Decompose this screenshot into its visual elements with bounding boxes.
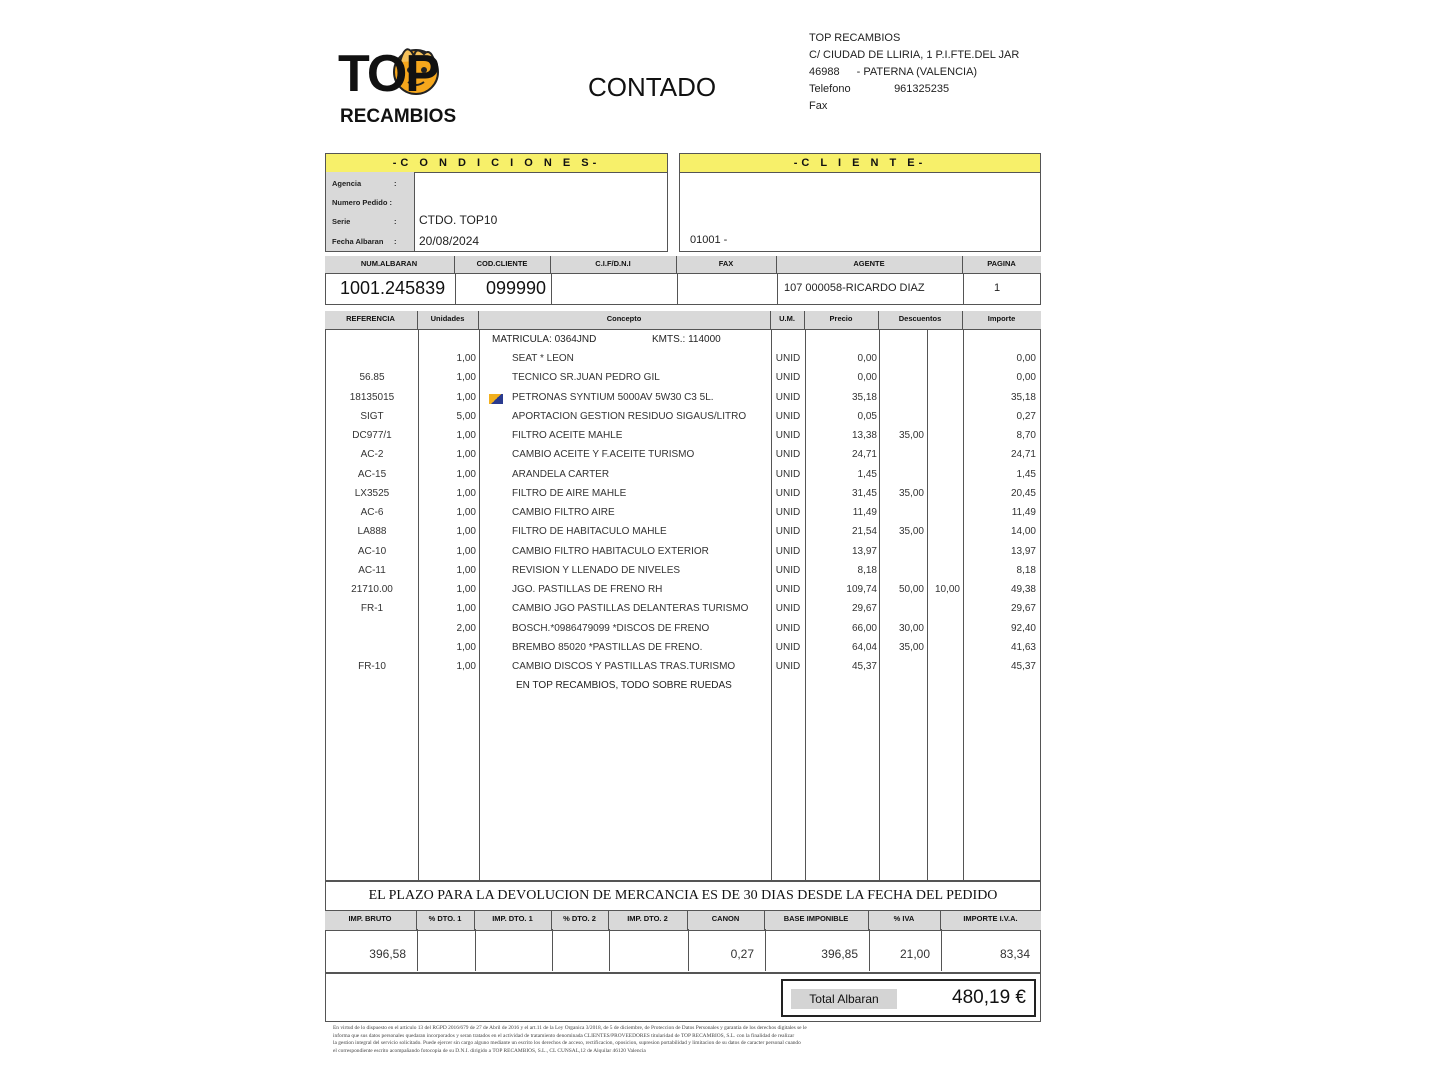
cell-concepto: CAMBIO FILTRO AIRE [512,507,615,518]
conditions-box [325,153,668,252]
cell-referencia: 56.85 [359,372,385,384]
cell-unidades: 1,00 [456,603,476,615]
cell-precio: 31,45 [851,487,877,499]
cell-referencia: AC-10 [357,545,387,557]
cell-unidades: 5,00 [456,410,476,422]
cell-unidades: 2,00 [456,622,476,634]
company-city: - PATERNA (VALENCIA) [856,66,978,78]
cell-um: UNID [775,545,801,557]
legal-line: el correspondiente escrito acompañando fotocopia de su D.N.I. dirigido a TOP RECAMBIOS, S.L., CL CUNSAL,12 de Alquilar 46120 Valencia [333,1047,646,1054]
cell-um: UNID [775,410,801,422]
lines-header-row [325,311,1041,330]
cell-precio: 45,37 [851,661,877,672]
col-header-um: U.M. [771,311,805,329]
cell-importe: 0,27 [1016,410,1036,422]
cell-precio: 13,38 [851,430,877,441]
serie-colon: : [394,217,397,226]
cell-concepto: FILTRO ACEITE MAHLE [512,430,623,441]
fecha-label: Fecha Albaran [332,237,384,246]
cell-importe: 45,37 [1010,661,1036,672]
cell-referencia: AC-11 [358,564,386,576]
fecha-colon: : [394,237,397,246]
cell-descuento2: 10,00 [934,584,960,595]
fecha-value: 20/08/2024 [419,234,480,248]
cell-importe: 20,45 [1010,487,1036,499]
info-header-agente: AGENTE [777,256,963,273]
cell-unidades: 1,00 [456,526,476,538]
info-divider [777,273,778,304]
cell-descuento1: 30,00 [898,622,924,634]
cell-referencia: LX3525 [354,487,390,499]
cell-importe: 13,97 [1010,545,1036,557]
cell-unidades: 1,00 [456,507,476,518]
totals-header-bruto: IMP. BRUTO [325,911,417,930]
cell-importe: 24,71 [1010,449,1036,461]
pedido-label: Numero Pedido : [332,198,393,207]
cell-concepto: JGO. PASTILLAS DE FRENO RH [512,584,663,595]
cell-precio: 35,18 [851,391,877,403]
cell-descuento1: 35,00 [898,526,924,538]
cell-concepto: SEAT * LEON [512,353,574,364]
cell-importe: 8,70 [1016,430,1036,441]
totals-value: 21,00 [899,947,930,961]
client-code: 01001 - [690,234,728,246]
totals-header-canon: CANON [688,911,765,930]
client-box [679,153,1041,252]
cell-um: UNID [775,430,801,441]
info-header-pagina: PAGINA [987,258,1016,268]
col-header-descuentos: Descuentos [879,311,963,329]
cell-referencia: AC-2 [360,449,384,461]
cell-importe: 14,00 [1010,526,1036,538]
col-divider [927,329,928,880]
logo-top-text: TOP [338,45,438,103]
phone-label: Telefono [809,83,851,95]
cell-unidades: 1,00 [456,487,476,499]
cell-referencia: FR-10 [358,661,386,672]
cell-unidades: 1,00 [456,564,476,576]
cell-importe: 92,40 [1010,622,1036,634]
product-flag-icon [489,394,503,404]
cell-unidades: 1,00 [456,372,476,384]
phone-value: 961325235 [894,83,950,95]
cell-um: UNID [775,449,801,461]
totals-value: 396,58 [369,947,406,961]
col-header-importe: Importe [987,313,1016,323]
cell-referencia: SIGT [360,410,384,422]
totals-value: 83,34 [999,947,1030,961]
cell-concepto: PETRONAS SYNTIUM 5000AV 5W30 C3 5L. [512,391,714,403]
cell-precio: 1,45 [857,468,877,480]
cell-importe: 35,18 [1010,391,1036,403]
conditions-title: -C O N D I C I O N E S- [326,154,667,173]
cell-concepto: CAMBIO DISCOS Y PASTILLAS TRAS.TURISMO [512,661,736,672]
cell-concepto: APORTACION GESTION RESIDUO SIGAUS/LITRO [512,410,747,422]
cell-um: UNID [775,468,801,480]
totals-header-importe-iva: IMPORTE I.V.A. [963,913,1018,923]
info-box [325,256,1041,305]
cell-referencia: DC977/1 [352,430,392,441]
col-divider [479,329,480,880]
cell-importe: 0,00 [1016,353,1036,364]
agencia-label: Agencia [332,179,362,188]
cell-um: UNID [775,603,801,615]
cell-descuento1: 50,00 [898,584,924,595]
cell-precio: 11,49 [852,507,877,518]
doc-type-title: CONTADO [588,72,717,102]
totals-value: 0,27 [730,947,754,961]
albaran-number: 1001.245839 [340,278,446,298]
cell-descuento1: 35,00 [898,641,924,653]
cell-referencia: 21710.00 [351,584,393,595]
totals-header-impdto1: IMP. DTO. 1 [475,911,552,930]
cell-um: UNID [775,353,801,364]
cell-um: UNID [775,622,801,634]
cell-unidades: 1,00 [456,468,476,480]
cell-um: UNID [775,661,801,672]
serie-value: CTDO. TOP10 [419,213,498,227]
cell-concepto: FILTRO DE HABITACULO MAHLE [512,526,667,538]
cell-unidades: 1,00 [456,430,476,441]
legal-line: la gestion integral del servicio solicitado. Puede ejercer sin cargo alguno mediante un escrito los derechos de acceso, rectificacion, oposicion, supresion portabilidad y limitacion de su datos de caracter personal cuando [333,1040,801,1047]
col-divider [879,329,880,880]
serie-label: Serie [332,217,351,226]
totals-header-impdto2: IMP. DTO. 2 [609,911,688,930]
grand-total-box [325,973,1041,1022]
total-albaran-value: 480,19 € [952,987,1026,1008]
info-header-fax: FAX [677,256,777,273]
cell-precio: 13,97 [851,545,877,557]
legal-text-block [333,1025,1033,1055]
cell-concepto: CAMBIO JGO PASTILLAS DELANTERAS TURISMO [512,603,749,615]
company-phone-line [809,81,1049,98]
cell-importe: 0,00 [1016,372,1036,384]
fax-label: Fax [809,100,828,112]
cell-concepto: BOSCH.*0986479099 *DISCOS DE FRENO [512,622,710,634]
cell-um: UNID [775,584,801,595]
logo-bottom-text: RECAMBIOS [340,106,457,127]
cell-precio: 21,54 [851,526,877,538]
matricula-text: MATRICULA: 0364JND [492,334,597,345]
legal-line: informa que sus datos personales quedaran incorporados y seran tratados en el actividad de tratamiento denominada CLIENTES/PROVEEDORES titularidad de TOP RECAMBIOS, S.L. con la finalidad de realizar [333,1032,795,1039]
col-header-precio: Precio [805,311,879,329]
cell-importe: 41,63 [1010,641,1036,653]
company-name: TOP RECAMBIOS [809,32,901,44]
cell-unidades: 1,00 [456,584,476,595]
info-header-cliente: COD.CLIENTE [455,256,551,273]
cell-um: UNID [775,641,801,653]
cell-um: UNID [775,507,801,518]
info-header-cif: C.I.F/D.N.I [551,256,677,273]
cell-referencia: 18135015 [349,391,395,403]
cell-importe: 49,38 [1010,584,1036,595]
cell-um: UNID [775,391,801,403]
totals-header-dto1: % DTO. 1 [417,911,475,930]
cell-importe: 8,18 [1016,564,1036,576]
cell-referencia: AC-15 [357,468,387,480]
company-city-line [809,64,1049,81]
cell-precio: 24,71 [851,449,877,461]
return-policy-notice: EL PLAZO PARA LA DEVOLUCION DE MERCANCIA ES DE 30 DIAS DESDE LA FECHA DEL PEDIDO [368,888,998,903]
cell-concepto: CAMBIO ACEITE Y F.ACEITE TURISMO [512,449,695,461]
kms-text: KMTS.: 114000 [652,334,721,345]
lines-table [325,311,1041,881]
cell-descuento1: 35,00 [898,430,924,441]
info-divider [551,273,552,304]
col-header-concepto: Concepto [479,311,771,329]
agent-value: 107 000058-RICARDO DIAZ [784,282,925,294]
totals-divider [552,929,553,971]
totals-header-dto2: % DTO. 2 [552,911,609,930]
cell-precio: 66,00 [851,622,877,634]
cell-unidades: 1,00 [456,545,476,557]
cell-precio: 0,05 [857,410,877,422]
cell-unidades: 1,00 [456,641,476,653]
cell-importe: 1,45 [1016,468,1036,480]
cell-precio: 8,18 [857,564,877,576]
info-divider [677,273,678,304]
cell-precio: 29,67 [851,603,877,615]
totals-divider [475,929,476,971]
company-zip: 46988 [809,66,840,78]
cell-precio: 109,74 [846,584,877,595]
info-header-row [325,256,1041,274]
company-street: C/ CIUDAD DE LLIRIA, 1 P.I.FTE.DEL JAR [809,49,1020,61]
cell-importe: 29,67 [1010,603,1036,615]
totals-box [325,911,1041,973]
cell-unidades: 1,00 [456,391,476,403]
totals-header-base: BASE IMPONIBLE [765,911,869,930]
totals-divider [417,929,418,971]
cell-importe: 11,49 [1011,507,1036,518]
legal-line: En virtud de lo dispuesto en el articulo 13 del RGPD 2016/679 de 27 de Abril de 2016 y el art.11 de la Ley Organica 3/2018, de 5 de diciembre, de Proteccion de Datos Personales y garantia de los derechos digitales se le [333,1025,807,1031]
totals-header-row [325,911,1041,931]
cell-concepto: TECNICO SR.JUAN PEDRO GIL [512,372,660,384]
cell-unidades: 1,00 [456,661,476,672]
cell-um: UNID [775,487,801,499]
info-divider [455,273,456,304]
cell-um: UNID [775,526,801,538]
cell-unidades: 1,00 [456,353,476,364]
page-number: 1 [994,282,1001,294]
company-info [809,30,1049,115]
total-albaran-frame [781,979,1036,1017]
col-header-unidades: Unidades [418,311,479,329]
totals-divider [609,929,610,971]
agencia-colon: : [394,179,397,188]
notice-box [325,881,1041,911]
company-logo [338,30,488,130]
cell-um: UNID [775,564,801,576]
cell-precio: 0,00 [857,353,877,364]
totals-value: 396,85 [821,947,858,961]
total-albaran-label: Total Albaran [791,989,897,1009]
cell-concepto: CAMBIO FILTRO HABITACULO EXTERIOR [512,545,709,557]
cell-referencia: FR-1 [360,603,384,615]
cell-precio: 64,04 [851,641,877,653]
totals-header-iva: % IVA [869,911,941,930]
cell-concepto: FILTRO DE AIRE MAHLE [512,487,627,499]
cell-concepto: BREMBO 85020 *PASTILLAS DE FRENO. [512,641,703,653]
cell-concepto: REVISION Y LLENADO DE NIVELES [512,564,681,576]
cell-referencia: AC-6 [360,507,384,518]
cell-precio: 0,00 [857,372,877,384]
cell-um: UNID [775,372,801,384]
info-divider [963,273,964,304]
client-title: -C L I E N T E- [680,154,1040,173]
slogan-text: EN TOP RECAMBIOS, TODO SOBRE RUEDAS [516,680,732,691]
cell-unidades: 1,00 [456,449,476,461]
info-header-albaran: NUM.ALBARAN [325,256,455,273]
client-number: 099990 [486,278,547,298]
cell-concepto: ARANDELA CARTER [512,468,610,480]
cell-descuento1: 35,00 [898,487,924,499]
col-header-referencia: REFERENCIA [325,311,418,329]
cell-referencia: LA888 [357,526,387,538]
